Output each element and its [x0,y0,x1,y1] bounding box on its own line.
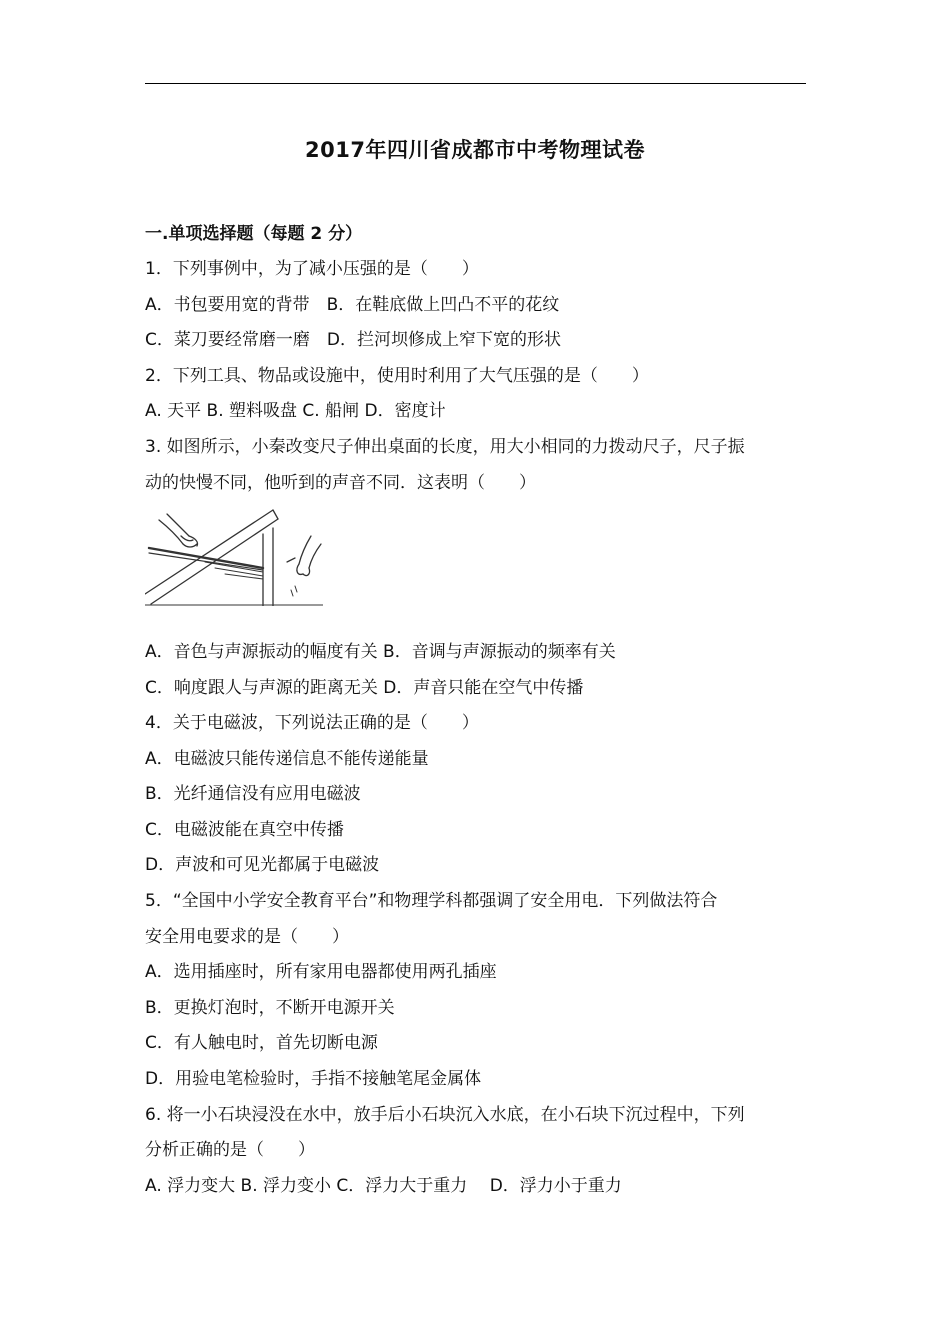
q4-option-a: A．电磁波只能传递信息不能传递能量 [145,749,429,769]
q3-stem-line1: 3. 如图所示，小秦改变尺子伸出桌面的长度，用大小相同的力拨动尺子，尺子振 [145,437,745,457]
q3-options-ab: A．音色与声源振动的幅度有关 B．音调与声源振动的频率有关 [145,642,616,662]
header-rule [145,83,806,84]
q6-stem-line1: 6. 将一小石块浸没在水中，放手后小石块沉入水底，在小石块下沉过程中，下列 [145,1105,745,1125]
q5-option-a: A．选用插座时，所有家用电器都使用两孔插座 [145,962,497,982]
q1-options-cd: C．菜刀要经常磨一磨 D．拦河坝修成上窄下宽的形状 [145,330,561,350]
q3-options-cd: C．响度跟人与声源的距离无关 D．声音只能在空气中传播 [145,678,584,698]
ruler-on-table-figure [145,506,323,606]
q1-options-ab: A．书包要用宽的背带 B．在鞋底做上凹凸不平的花纹 [145,295,560,315]
q4-option-d: D．声波和可见光都属于电磁波 [145,855,380,875]
q6-options: A. 浮力变大 B. 浮力变小 C．浮力大于重力 D．浮力小于重力 [145,1176,622,1196]
q5-option-c: C．有人触电时，首先切断电源 [145,1033,378,1053]
q4-option-c: C．电磁波能在真空中传播 [145,820,344,840]
q4-option-b: B．光纤通信没有应用电磁波 [145,784,361,804]
q5-option-d: D．用验电笔检验时，手指不接触笔尾金属体 [145,1069,482,1089]
q1-stem: 1．下列事例中，为了减小压强的是（ ） [145,259,479,279]
q3-stem-line2: 动的快慢不同，他听到的声音不同．这表明（ ） [145,473,536,493]
q2-options: A. 天平 B. 塑料吸盘 C. 船闸 D．密度计 [145,401,446,421]
q2-stem: 2．下列工具、物品或设施中，使用时利用了大气压强的是（ ） [145,366,649,386]
q5-option-b: B．更换灯泡时，不断开电源开关 [145,998,395,1018]
q5-stem-line1: 5．“全国中小学安全教育平台”和物理学科都强调了安全用电．下列做法符合 [145,891,718,911]
q6-stem-line2: 分析正确的是（ ） [145,1140,315,1160]
page-title: 2017年四川省成都市中考物理试卷 [305,138,645,162]
q4-stem: 4．关于电磁波，下列说法正确的是（ ） [145,713,479,733]
q5-stem-line2: 安全用电要求的是（ ） [145,927,349,947]
section-heading: 一.单项选择题（每题 2 分） [145,224,363,244]
